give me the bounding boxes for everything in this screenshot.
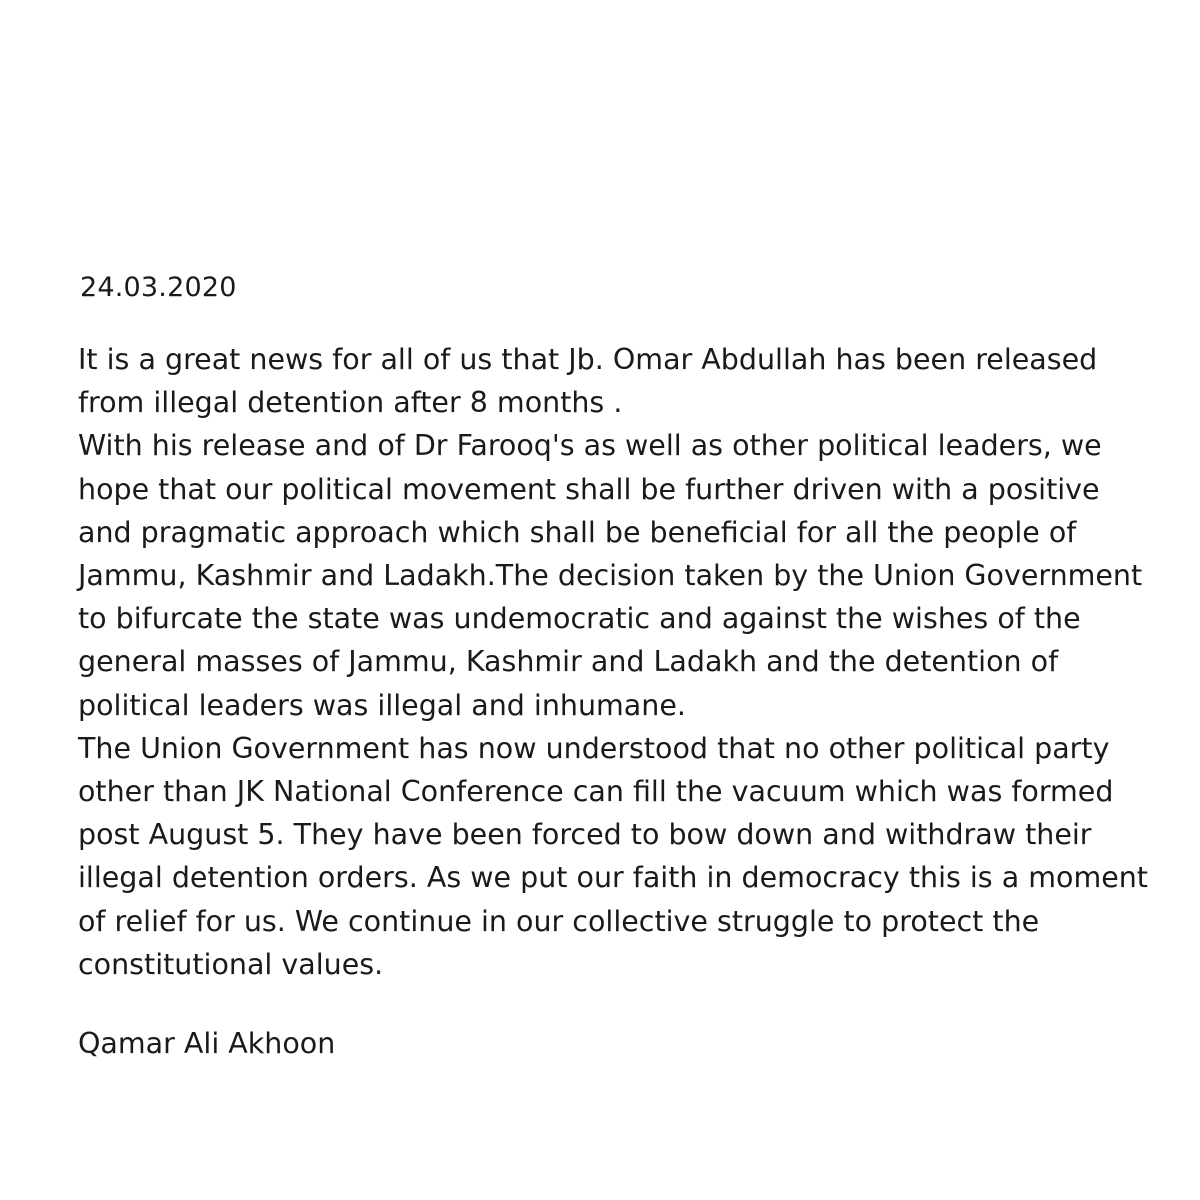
body-line: The Union Government has now understood that no other political party bbox=[78, 731, 1110, 765]
body-line: constitutional values. bbox=[78, 947, 384, 981]
body-line: With his release and of Dr Farooq's as well as other political leaders, we bbox=[78, 429, 1102, 463]
body-line: political leaders was illegal and inhumane. bbox=[78, 688, 686, 722]
body-line: general masses of Jammu, Kashmir and Ladakh and the detention of bbox=[78, 645, 1059, 679]
body-line: other than JK National Conference can fill the vacuum which was formed bbox=[78, 775, 1114, 809]
body-line: of relief for us. We continue in our collective struggle to protect the bbox=[78, 904, 1040, 938]
body-line: It is a great news for all of us that Jb. Omar Abdullah has been released bbox=[78, 343, 1098, 376]
signature-name: Qamar Ali Akhoon bbox=[78, 1027, 336, 1060]
body-line: from illegal detention after 8 months . bbox=[78, 386, 623, 420]
body-line: Jammu, Kashmir and Ladakh.The decision taken by the Union Government bbox=[78, 559, 1143, 593]
body-line: illegal detention orders. As we put our faith in democracy this is a moment bbox=[78, 861, 1148, 895]
body-line: and pragmatic approach which shall be beneficial for all the people of bbox=[78, 515, 1077, 549]
body-line: to bifurcate the state was undemocratic and against the wishes of the bbox=[78, 602, 1081, 636]
statement-date: 24.03.2020 bbox=[80, 272, 237, 303]
body-line: post August 5. They have been forced to bow down and withdraw their bbox=[78, 818, 1092, 852]
body-line: hope that our political movement shall be further driven with a positive bbox=[78, 472, 1100, 506]
statement-body bbox=[78, 338, 1158, 986]
